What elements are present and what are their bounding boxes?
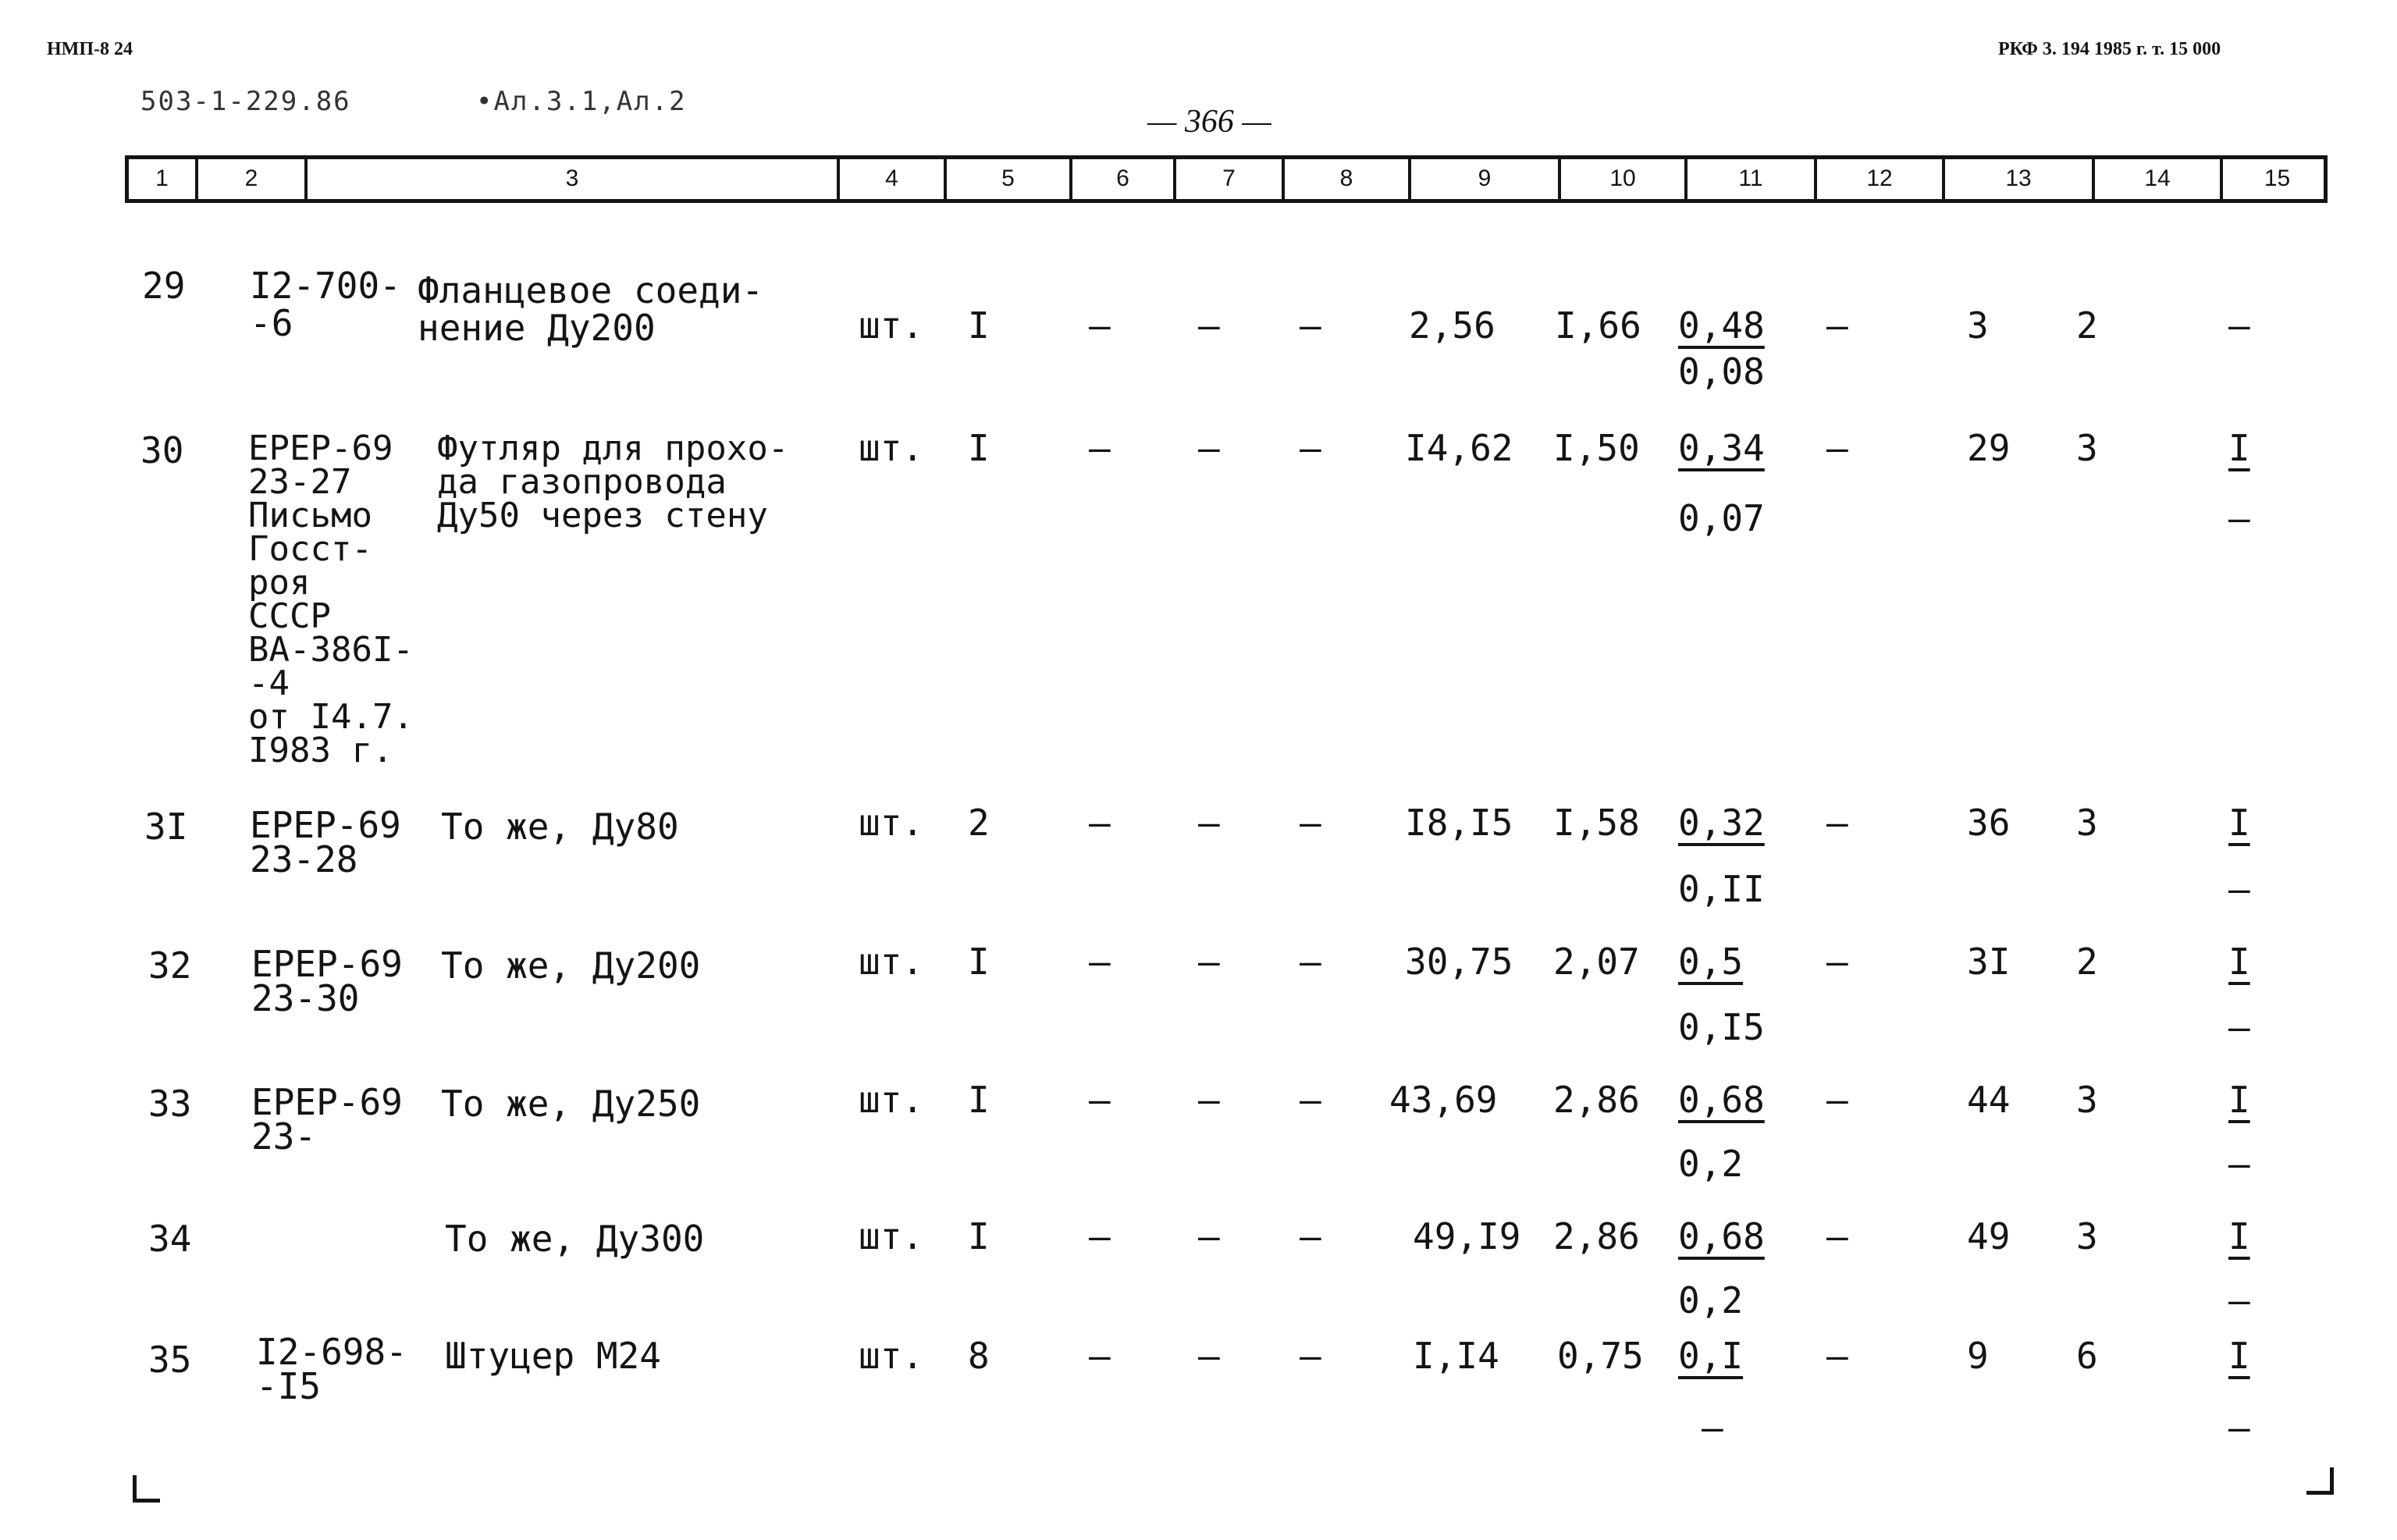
row-code: I2-700- -6 <box>250 265 401 344</box>
row-unit: шт. <box>859 1215 924 1257</box>
row-name: То же, Ду200 <box>441 944 701 987</box>
row-col13: 49 <box>1967 1215 2011 1257</box>
row-col11-bottom: 0,I5 <box>1678 1006 1765 1048</box>
row-col10: I,58 <box>1553 802 1640 844</box>
column-header: 8 <box>1282 159 1408 199</box>
row-col11-bottom: 0,07 <box>1678 497 1765 539</box>
row-code: ЕРЕР-69 23-30 <box>251 943 403 1019</box>
column-header-row <box>125 155 2328 203</box>
row-col11-bottom: 0,08 <box>1678 350 1765 393</box>
row-number: 32 <box>148 944 192 987</box>
row-col9: I4,62 <box>1405 427 1513 469</box>
row-col13: 3I <box>1967 941 2011 983</box>
page-number: — 366 — <box>1147 104 1271 140</box>
row-col12: – <box>1826 1335 1848 1377</box>
row-code: ЕРЕР-69 23-28 <box>250 804 401 880</box>
row-col14: 2 <box>2076 304 2098 347</box>
row-col7: – <box>1198 1215 1220 1257</box>
row-col11-top: 0,I <box>1678 1335 1744 1377</box>
row-col11-bottom: 0,2 <box>1678 1279 1744 1321</box>
row-col15-top: – <box>2228 304 2250 347</box>
row-col8: – <box>1300 304 1321 347</box>
row-col15-top: I <box>2228 1335 2250 1377</box>
row-number: 30 <box>140 429 184 471</box>
row-col6: – <box>1089 1079 1111 1121</box>
crop-mark-bottom-left <box>133 1475 160 1503</box>
row-col7: – <box>1198 304 1220 347</box>
row-col14: 3 <box>2076 802 2098 844</box>
column-header: 5 <box>944 159 1069 199</box>
row-col10: 0,75 <box>1557 1335 1644 1377</box>
row-col15-top: I <box>2228 1079 2250 1121</box>
row-col12: – <box>1826 802 1848 844</box>
row-col10: 2,86 <box>1553 1215 1640 1257</box>
row-col14: 2 <box>2076 941 2098 983</box>
row-col6: – <box>1089 304 1111 347</box>
row-col6: – <box>1089 941 1111 983</box>
column-header: 15 <box>2220 159 2331 199</box>
row-col11-top: 0,32 <box>1678 802 1765 844</box>
row-quantity: I <box>968 1079 990 1121</box>
row-col15-bottom: – <box>2228 868 2250 910</box>
row-name: То же, Ду250 <box>441 1083 701 1125</box>
row-name: То же, Ду300 <box>445 1218 705 1260</box>
row-col6: – <box>1089 802 1111 844</box>
row-col7: – <box>1198 1335 1220 1377</box>
row-col7: – <box>1198 802 1220 844</box>
row-unit: шт. <box>859 941 924 983</box>
row-unit: шт. <box>859 304 924 347</box>
column-header: 7 <box>1173 159 1282 199</box>
row-col11-top: 0,68 <box>1678 1215 1765 1257</box>
row-name: Фланцевое соеди- нение Ду200 <box>418 269 764 349</box>
header-right-code: РКФ 3. 194 1985 г. т. 15 000 <box>1998 39 2221 59</box>
row-col9: 30,75 <box>1405 941 1513 983</box>
crop-mark-bottom-right <box>2306 1467 2334 1495</box>
column-header: 2 <box>195 159 304 199</box>
row-col9: 2,56 <box>1409 304 1495 347</box>
row-name: То же, Ду80 <box>441 806 679 848</box>
row-quantity: I <box>968 427 990 469</box>
row-col11-bottom: 0,2 <box>1678 1143 1744 1185</box>
row-col11-top: 0,68 <box>1678 1079 1765 1121</box>
row-col9: 49,I9 <box>1413 1215 1521 1257</box>
column-header: 3 <box>304 159 837 199</box>
row-col6: – <box>1089 427 1111 469</box>
row-number: 29 <box>142 265 186 307</box>
column-header: 10 <box>1558 159 1684 199</box>
row-col11-bottom: – <box>1702 1407 1723 1449</box>
column-header: 11 <box>1684 159 1814 199</box>
row-col13: 3 <box>1967 304 1989 347</box>
row-col15-bottom: – <box>2228 497 2250 539</box>
row-col9: I8,I5 <box>1405 802 1513 844</box>
row-col10: 2,07 <box>1553 941 1640 983</box>
row-col11-top: 0,5 <box>1678 941 1744 983</box>
row-col11-bottom: 0,II <box>1678 868 1765 910</box>
row-number: 35 <box>148 1339 192 1381</box>
row-code: ЕРЕР-69 23-27 Письмо Госст- роя СССР ВА-386I- -4 от I4.7. I983 г. <box>248 429 414 770</box>
row-unit: шт. <box>859 1335 924 1377</box>
document-reference: 503-1-229.86 <box>140 86 351 117</box>
column-header: 14 <box>2092 159 2220 199</box>
column-header: 1 <box>155 165 169 191</box>
row-col15-bottom: – <box>2228 1407 2250 1449</box>
row-quantity: 2 <box>968 802 990 844</box>
row-col14: 6 <box>2076 1335 2098 1377</box>
row-col13: 36 <box>1967 802 2011 844</box>
row-number: 33 <box>148 1083 192 1125</box>
row-name: Штуцер М24 <box>445 1335 661 1377</box>
row-quantity: I <box>968 1215 990 1257</box>
row-col15-top: I <box>2228 427 2250 469</box>
row-quantity: I <box>968 304 990 347</box>
row-col14: 3 <box>2076 427 2098 469</box>
row-quantity: I <box>968 941 990 983</box>
column-header: 9 <box>1408 159 1558 199</box>
row-col12: – <box>1826 304 1848 347</box>
row-col6: – <box>1089 1335 1111 1377</box>
row-col8: – <box>1300 1335 1321 1377</box>
row-col15-bottom: – <box>2228 1279 2250 1321</box>
header-left-code: НМП-8 24 <box>47 39 133 59</box>
row-col6: – <box>1089 1215 1111 1257</box>
row-number: 34 <box>148 1218 192 1260</box>
row-col12: – <box>1826 941 1848 983</box>
row-code: I2-698- -I5 <box>256 1331 407 1407</box>
row-col11-top: 0,48 <box>1678 304 1765 347</box>
row-col15-top: I <box>2228 1215 2250 1257</box>
row-col15-bottom: – <box>2228 1006 2250 1048</box>
row-quantity: 8 <box>968 1335 990 1377</box>
row-unit: шт. <box>859 802 924 844</box>
row-col8: – <box>1300 427 1321 469</box>
row-unit: шт. <box>859 1079 924 1121</box>
row-col8: – <box>1300 1215 1321 1257</box>
row-col7: – <box>1198 941 1220 983</box>
row-col11-top: 0,34 <box>1678 427 1765 469</box>
row-col15-bottom: – <box>2228 1143 2250 1185</box>
column-header: 4 <box>837 159 944 199</box>
row-col12: – <box>1826 1215 1848 1257</box>
row-col13: 29 <box>1967 427 2011 469</box>
row-col8: – <box>1300 802 1321 844</box>
row-col8: – <box>1300 1079 1321 1121</box>
column-header: 12 <box>1814 159 1942 199</box>
row-col7: – <box>1198 427 1220 469</box>
row-number: 3I <box>144 806 188 848</box>
row-col14: 3 <box>2076 1079 2098 1121</box>
row-col12: – <box>1826 1079 1848 1121</box>
row-col15-top: I <box>2228 941 2250 983</box>
row-col15-top: I <box>2228 802 2250 844</box>
row-unit: шт. <box>859 427 924 469</box>
column-header: 6 <box>1069 159 1173 199</box>
row-col8: – <box>1300 941 1321 983</box>
document-sheet-reference: •Ал.3.1,Ал.2 <box>476 86 687 117</box>
row-col9: 43,69 <box>1389 1079 1498 1121</box>
column-header: 13 <box>1942 159 2092 199</box>
row-col12: – <box>1826 427 1848 469</box>
row-col9: I,I4 <box>1413 1335 1499 1377</box>
row-name: Футляр для прохо- да газопровода Ду50 через стену <box>437 429 789 535</box>
row-col10: I,50 <box>1553 427 1640 469</box>
row-col13: 9 <box>1967 1335 1989 1377</box>
row-col13: 44 <box>1967 1079 2011 1121</box>
row-col14: 3 <box>2076 1215 2098 1257</box>
row-code: ЕРЕР-69 23- <box>251 1081 403 1158</box>
row-col10: I,66 <box>1555 304 1641 347</box>
row-col10: 2,86 <box>1553 1079 1640 1121</box>
row-col7: – <box>1198 1079 1220 1121</box>
